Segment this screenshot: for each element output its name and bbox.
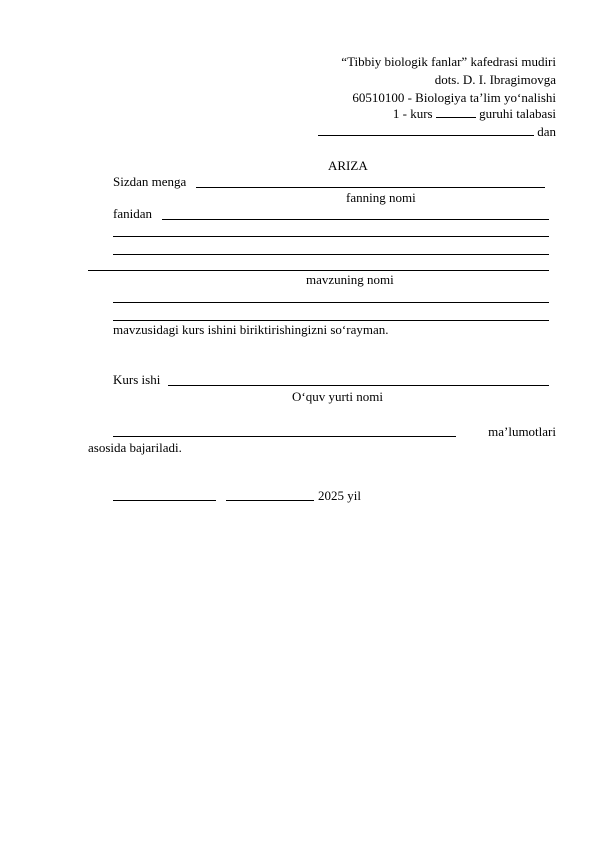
oquv-yurti-caption: O‘quv yurti nomi: [292, 389, 383, 404]
header-addressee: dots. D. I. Ibragimovga: [434, 72, 556, 87]
topic-blank-5[interactable]: [113, 320, 549, 321]
header-group-label: guruhi talabasi: [479, 106, 556, 121]
date-blank-2[interactable]: [226, 500, 314, 501]
request-text: mavzusidagi kurs ishini biriktirishingizni so‘rayman.: [113, 322, 389, 337]
sizdan-menga-label: Sizdan menga: [113, 174, 187, 189]
fanidan-blank[interactable]: [162, 219, 549, 220]
document-title: ARIZA: [328, 158, 368, 173]
topic-blank-3[interactable]: [88, 270, 549, 271]
topic-blank-1[interactable]: [113, 236, 549, 237]
fanning-nomi-caption: fanning nomi: [346, 190, 416, 205]
year-label: 2025 yil: [318, 488, 361, 503]
header-program: 60510100 - Biologiya ta’lim yo‘nalishi: [352, 90, 556, 105]
group-blank[interactable]: [436, 106, 476, 118]
malumotlari-label: ma’lumotlari: [488, 424, 556, 439]
header-group-line: [393, 106, 556, 122]
topic-blank-2[interactable]: [113, 254, 549, 255]
subject-blank[interactable]: [196, 187, 545, 188]
header-from: dan: [537, 124, 556, 139]
fanidan-label: fanidan: [113, 206, 152, 221]
header-student-line: [318, 124, 556, 140]
header-department-head: “Tibbiy biologik fanlar” kafedrasi mudiri: [341, 54, 556, 69]
student-name-blank[interactable]: [318, 124, 534, 136]
kurs-ishi-label: Kurs ishi: [113, 372, 161, 387]
data-source-blank[interactable]: [113, 436, 456, 437]
date-blank-1[interactable]: [113, 500, 216, 501]
topic-blank-4[interactable]: [113, 302, 549, 303]
mavzuning-nomi-caption: mavzuning nomi: [306, 272, 394, 287]
header-course: 1 - kurs: [392, 106, 433, 121]
asosida-text: asosida bajariladi.: [88, 440, 182, 455]
institution-blank[interactable]: [168, 385, 549, 386]
